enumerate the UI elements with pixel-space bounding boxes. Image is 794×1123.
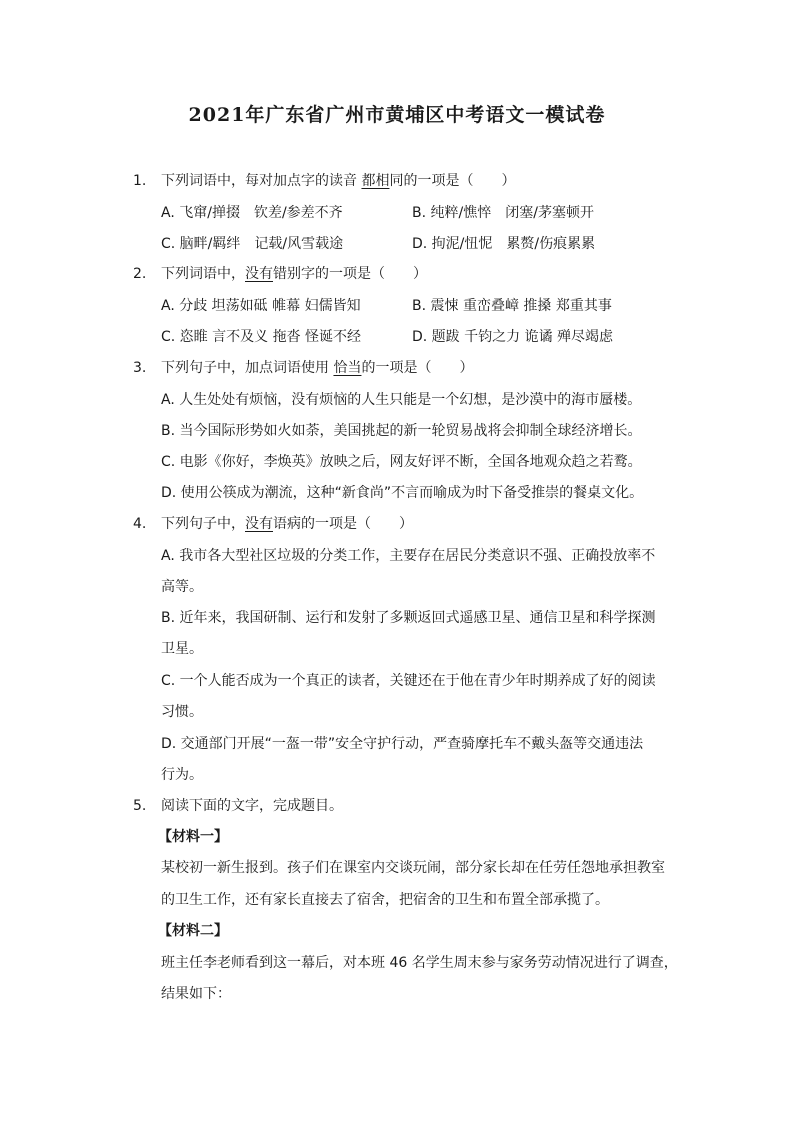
material-2-heading: 【材料二】 xyxy=(158,923,228,939)
question-3-number: 3. xyxy=(133,360,147,376)
question-1-option-c: C. 脑畔/羁绊 记载/风雪载途 xyxy=(161,236,344,252)
stem-text: 同的一项是（ ） xyxy=(389,173,516,189)
question-2-option-a: A. 分歧 坦荡如砥 帷幕 妇儒皆知 xyxy=(161,298,361,314)
question-5-number: 5. xyxy=(133,798,147,814)
stem-underlined: 都相 xyxy=(361,173,390,189)
question-1-option-d: D. 拘泥/忸怩 累赘/伤痕累累 xyxy=(412,236,596,252)
question-4-option-c-line1: C. 一个人能否成为一个真正的读者，关键还在于他在青少年时期养成了好的阅读 xyxy=(161,673,656,689)
question-1-option-a: A. 飞窜/掸掇 钦差/参差不齐 xyxy=(161,205,343,221)
question-3-option-b: B. 当今国际形势如火如荼，美国挑起的新一轮贸易战将会抑制全球经济增长。 xyxy=(161,423,642,439)
question-2-stem xyxy=(161,264,427,284)
question-4-option-b-line1: B. 近年来，我国研制、运行和发射了多颗返回式遥感卫星、通信卫星和科学探测 xyxy=(161,610,656,626)
question-1-stem xyxy=(161,171,515,191)
question-4-option-b-line2: 卫星。 xyxy=(161,641,203,657)
question-2-option-c: C. 恣睢 言不及义 拖沓 怪诞不经 xyxy=(161,329,362,345)
stem-text: 错别字的一项是（ ） xyxy=(273,266,427,282)
question-3-option-c: C. 电影《你好，李焕英》放映之后，网友好评不断，全国各地观众趋之若鹜。 xyxy=(161,454,642,470)
stem-underlined: 没有 xyxy=(245,516,273,532)
material-1-heading: 【材料一】 xyxy=(158,829,228,845)
stem-underlined: 没有 xyxy=(245,266,273,282)
stem-text: 语病的一项是（ ） xyxy=(273,516,413,532)
question-4-option-c-line2: 习惯。 xyxy=(161,704,203,720)
material-1-line1: 某校初一新生报到。孩子们在课室内交谈玩闹，部分家长却在任劳任怨地承担教室 xyxy=(161,860,665,876)
stem-text: 下列词语中， xyxy=(161,266,245,282)
question-3-option-d: D. 使用公筷成为潮流，这种“新食尚”不言而喻成为时下备受推崇的餐桌文化。 xyxy=(161,485,644,501)
material-1-line2: 的卫生工作，还有家长直接去了宿舍，把宿舍的卫生和布置全部承揽了。 xyxy=(161,892,609,908)
question-5-stem: 阅读下面的文字，完成题目。 xyxy=(161,798,343,814)
stem-text: 下列句子中，加点词语使用 xyxy=(161,360,334,376)
stem-text: 下列句子中， xyxy=(161,516,245,532)
material-2-line2: 结果如下： xyxy=(161,986,231,1002)
question-4-option-a-line2: 高等。 xyxy=(161,579,203,595)
question-4-option-a-line1: A. 我市各大型社区垃圾的分类工作，主要存在居民分类意识不强、正确投放率不 xyxy=(161,548,656,564)
stem-text: 的一项是（ ） xyxy=(361,360,474,376)
question-4-option-d-line1: D. 交通部门开展“一盔一带”安全守护行动，严查骑摩托车不戴头盔等交通违法 xyxy=(161,736,644,752)
question-1-number: 1. xyxy=(133,173,147,189)
question-2-number: 2. xyxy=(133,266,147,282)
question-2-option-b: B. 震悚 重峦叠嶂 推搡 郑重其事 xyxy=(412,298,612,314)
question-3-option-a: A. 人生处处有烦恼，没有烦恼的人生只能是一个幻想，是沙漠中的海市蜃楼。 xyxy=(161,392,642,408)
question-2-option-d: D. 题跋 千钧之力 诡谲 殚尽竭虑 xyxy=(412,329,614,345)
question-3-stem xyxy=(161,358,473,378)
exam-title: 2021年广东省广州市黄埔区中考语文一模试卷 xyxy=(188,104,606,126)
stem-text: 下列词语中，每对加点字的读音 xyxy=(161,173,362,189)
question-4-number: 4. xyxy=(133,516,147,532)
stem-underlined: 恰当 xyxy=(333,360,362,376)
question-4-stem xyxy=(161,514,413,534)
material-2-line1: 班主任李老师看到这一幕后，对本班 46 名学生周末参与家务劳动情况进行了调查， xyxy=(161,955,678,971)
question-4-option-d-line2: 行为。 xyxy=(161,767,203,783)
question-1-option-b: B. 纯粹/憔悴 闭塞/茅塞顿开 xyxy=(412,205,594,221)
